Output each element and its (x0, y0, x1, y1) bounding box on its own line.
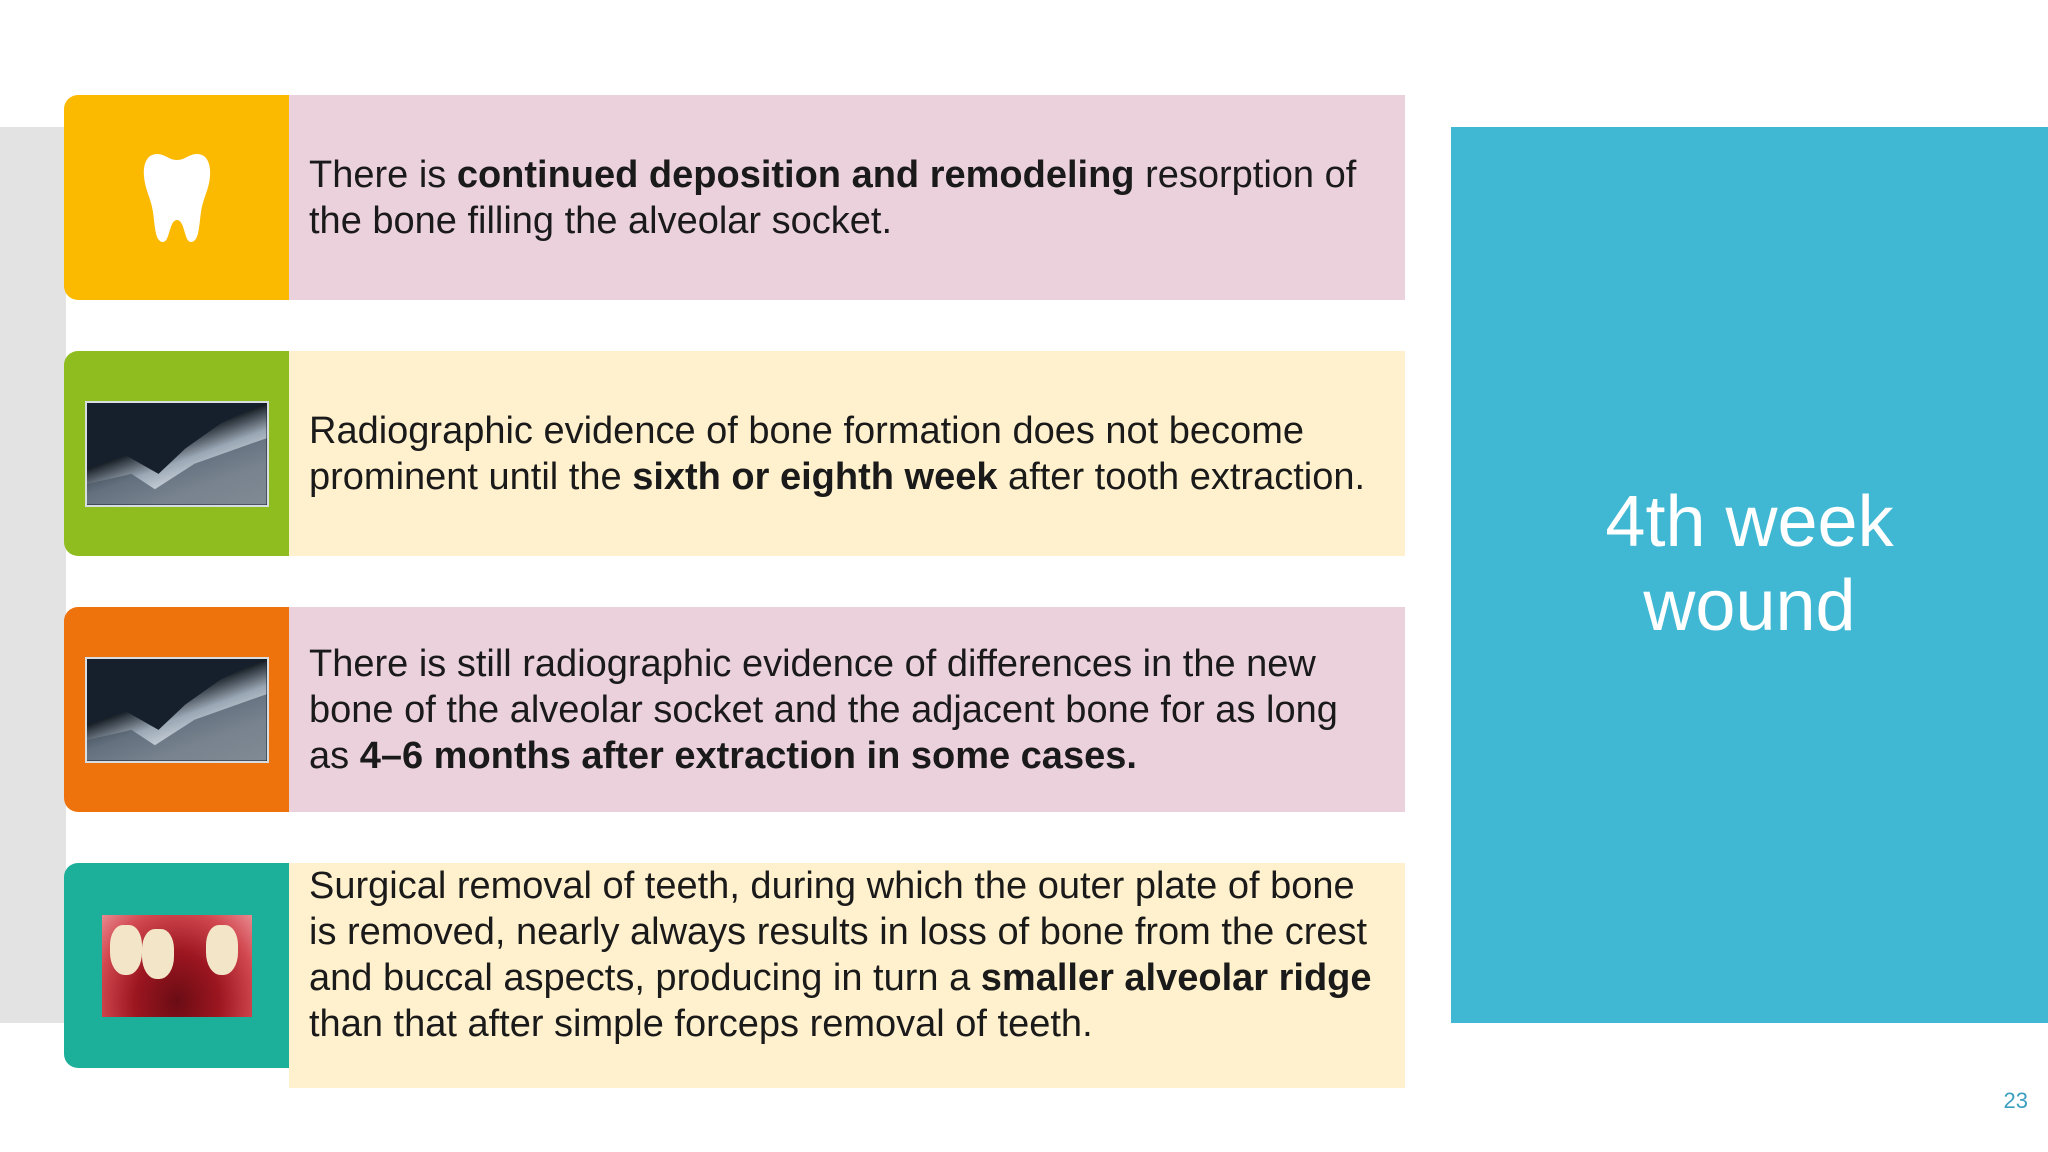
dental-photo (102, 915, 252, 1017)
row-3-text-box (289, 607, 1405, 812)
row-2-text-part-2: after tooth extraction. (997, 455, 1366, 498)
row-2-text-part-1: Radiographic evidence of bone formation does not become prominent until the (309, 409, 1304, 498)
row-1-text-bold-1: continued deposition and remodeling (456, 153, 1135, 196)
left-accent-band (0, 127, 66, 1023)
row-2-text-bold-1: sixth or eighth week (632, 455, 998, 498)
row-3-icon-tile (64, 607, 289, 812)
slide-title (1605, 480, 1893, 648)
row-1-text-part-1: There is (309, 153, 457, 196)
slide-title-line-2: wound (1643, 566, 1856, 646)
row-3-text (309, 641, 1383, 779)
row-2-text-box (289, 351, 1405, 556)
row-4-text (309, 863, 1383, 1047)
content-row-3 (64, 607, 1405, 812)
row-1-text (309, 152, 1383, 244)
tooth-icon (143, 150, 211, 246)
slide-title-line-1: 4th week (1605, 482, 1894, 562)
title-panel (1451, 127, 2048, 1023)
row-2-text (309, 408, 1383, 500)
row-4-text-box (289, 863, 1405, 1088)
row-3-text-bold-1: 4–6 months after extraction in some cases. (359, 734, 1137, 777)
xray-image (85, 657, 269, 763)
content-row-4 (64, 863, 1405, 1088)
row-4-text-part-1: Surgical removal of teeth, during which the outer plate of bone is removed, nearly always results in loss of bone from the crest and buccal aspects, producing in turn a (309, 865, 1368, 999)
row-3-text-part-1: There is still radiographic evidence of differences in the new bone of the alveolar socket and the adjacent bone for as long as (309, 642, 1338, 777)
row-2-icon-tile (64, 351, 289, 556)
row-4-text-bold-1: smaller alveolar ridge (980, 957, 1372, 999)
row-4-icon-tile (64, 863, 289, 1068)
content-row-2 (64, 351, 1405, 556)
row-1-text-box (289, 95, 1405, 300)
row-1-text-part-2: resorption of the bone filling the alveolar socket. (309, 153, 1357, 242)
page-number: 23 (2003, 1088, 2028, 1113)
row-1-icon-tile (64, 95, 289, 300)
row-4-text-part-2: than that after simple forceps removal of teeth. (309, 1003, 1093, 1045)
xray-image (85, 401, 269, 507)
content-row-1 (64, 95, 1405, 300)
